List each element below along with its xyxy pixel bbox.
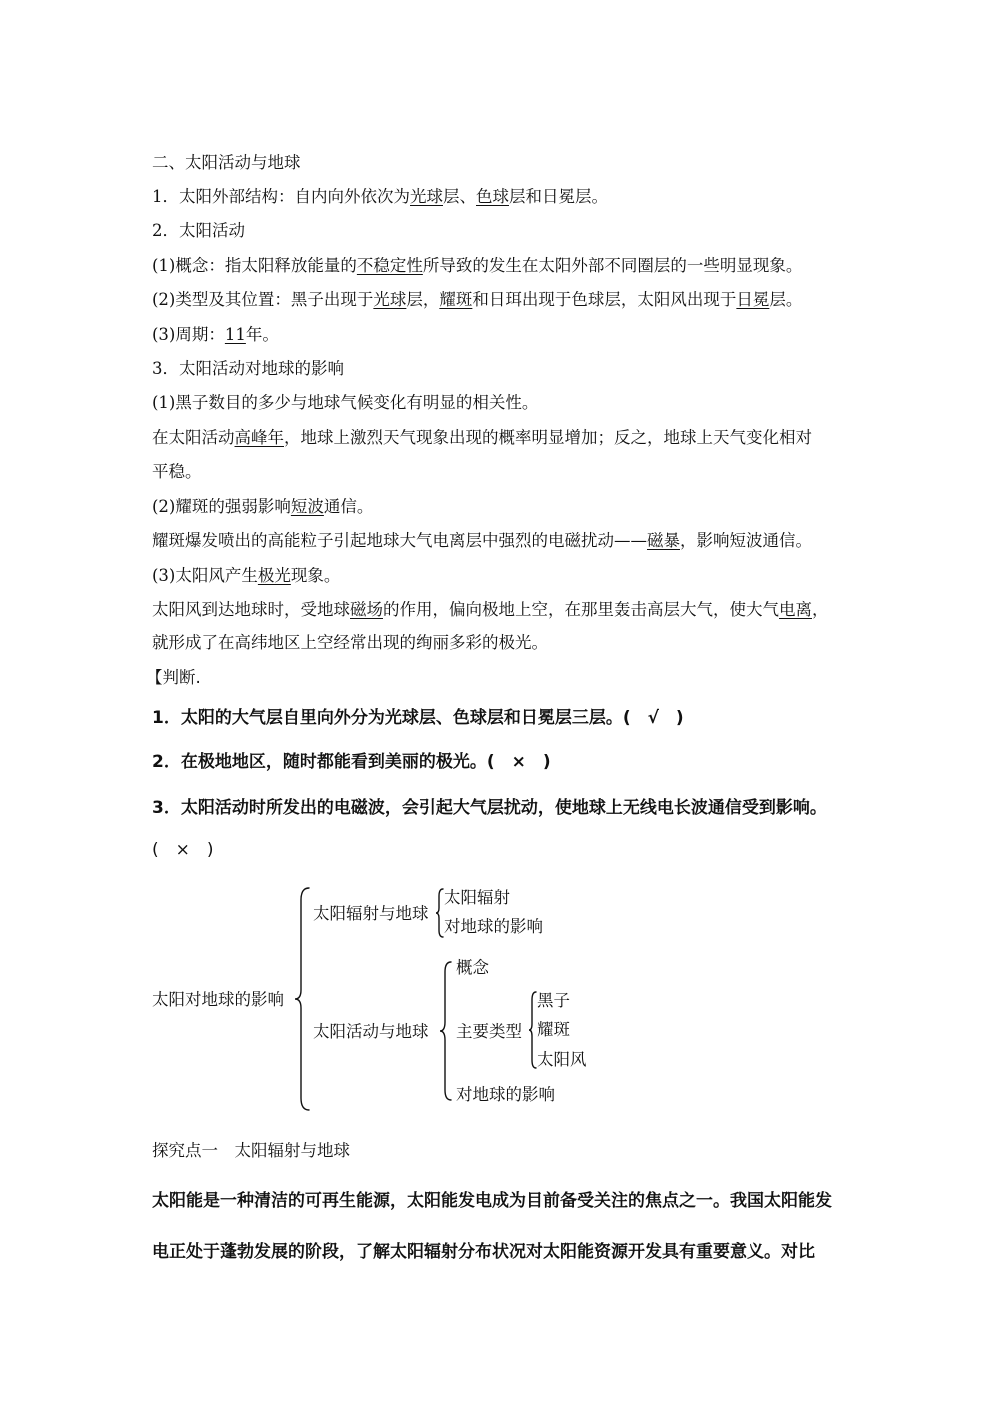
diagram-radiation-effect: 对地球的影响 [444,917,543,936]
judge-header: 【判断. [146,668,201,687]
diagram-activity-concept: 概念 [456,958,489,977]
magnetic-storm-line: 耀斑爆发喷出的高能粒子引起地球大气电离层中强烈的电磁扰动——磁暴，影响短波通信。 [152,531,812,550]
diagram-activity-types: 主要类型 [456,1022,522,1041]
diagram-radiation-item: 太阳辐射 [444,888,510,907]
branch1-brace [436,889,443,937]
diagram-type-solar-wind: 太阳风 [537,1050,587,1069]
solar-wind-line-cont: 就形成了在高纬地区上空经常出现的绚丽多彩的极光。 [152,633,548,652]
concept-line: (1)概念：指太阳释放能量的不稳定性所导致的发生在太阳外部不同圈层的一些明显现象。 [152,256,803,275]
diagram-root: 太阳对地球的影响 [152,990,284,1009]
peak-year-line: 在太阳活动高峰年，地球上激烈天气现象出现的概率明显增加；反之，地球上天气变化相对 [152,428,812,447]
solar-wind-line: 太阳风到达地球时，受地球磁场的作用，偏向极地上空，在那里轰击高层大气，使大气电离， [152,600,829,619]
solar-activity-heading: 2．太阳活动 [152,221,245,240]
explore-paragraph-line-1: 太阳能是一种清洁的可再生能源，太阳能发电成为目前备受关注的焦点之一。我国太阳能发 [152,1191,832,1211]
root-brace [295,888,309,1110]
types-line: (2)类型及其位置：黑子出现于光球层，耀斑和日珥出现于色球层，太阳风出现于日冕层。 [152,290,803,309]
explore-paragraph-line-2: 电正处于蓬勃发展的阶段，了解太阳辐射分布状况对太阳能资源开发具有重要意义。对比 [152,1242,815,1262]
diagram-type-flare: 耀斑 [537,1020,570,1039]
judge-question-1: 1．太阳的大气层自里向外分为光球层、色球层和日冕层三层。( √ ) [152,708,684,728]
judge-question-2: 2．在极地地区，随时都能看到美丽的极光。( × ) [152,752,551,772]
branch2-brace [440,962,451,1100]
outer-structure-line: 1．太阳外部结构：自内向外依次为光球层、色球层和日冕层。 [152,187,608,206]
diagram-type-sunspot: 黑子 [537,991,570,1010]
judge-question-3: 3．太阳活动时所发出的电磁波，会引起大气层扰动，使地球上无线电长波通信受到影响。 [152,798,827,818]
diagram-activity-effect: 对地球的影响 [456,1085,555,1104]
peak-year-line-cont: 平稳。 [152,462,202,481]
section-title: 二、太阳活动与地球 [152,153,301,172]
types-brace [529,992,536,1068]
aurora-line: (3)太阳风产生极光现象。 [152,566,341,585]
explore-title: 探究点一 太阳辐射与地球 [152,1141,350,1160]
judge-question-3-answer: ( × ) [152,840,214,860]
sunspot-climate-line: (1)黑子数目的多少与地球气候变化有明显的相关性。 [152,393,539,412]
diagram-branch-activity: 太阳活动与地球 [313,1022,429,1041]
effects-heading: 3．太阳活动对地球的影响 [152,359,344,378]
period-line: (3)周期：11年。 [152,325,279,344]
flare-shortwave-line: (2)耀斑的强弱影响短波通信。 [152,497,374,516]
diagram-branch-radiation: 太阳辐射与地球 [313,904,429,923]
